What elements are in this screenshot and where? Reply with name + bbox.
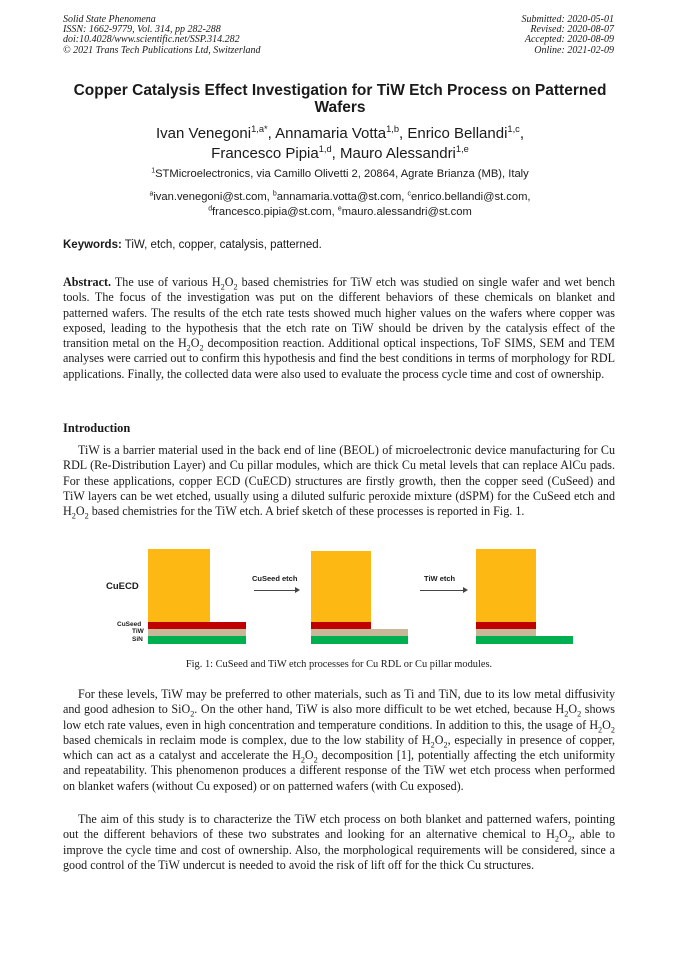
figure-caption: Fig. 1: CuSeed and TiW etch processes for Cu RDL or Cu pillar modules. — [185, 659, 493, 670]
figure-1 — [100, 546, 580, 646]
author-sup: 1,b — [386, 124, 399, 134]
abstract-text: The use of various — [114, 275, 212, 289]
abstract-text: decomposition reaction. Additional optical inspections, ToF SIMS, SEM and TEM analyses were carried out to confirm this hypothesis and find the best conditions in terms of morphology for RDL applications. Finally, the collected data were also used to evaluate the process cycle time and cost of ownership. — [63, 336, 615, 381]
intro-text: The aim of this study is to characterize the TiW etch process on both blanket and patterned wafers, pointing out the different behaviors of these two substrates and looking for an alternative chemical to — [63, 812, 615, 842]
label-cuecd: CuECD — [106, 581, 139, 592]
sin-layer-3 — [476, 636, 573, 644]
author-list: Ivan Venegoni$^{1,a*}$, Annamaria Votta$^{1,b}$, Enrico Bellandi$^{1,c}$, Francesco Pipia$^{1,d}$, Mauro Alessandri$^{1,e}$ — [156, 124, 524, 162]
keywords-text: TiW, etch, copper, catalysis, patterned. — [124, 239, 322, 251]
label-sin: SiN — [132, 636, 143, 643]
tiw-layer-1 — [148, 629, 246, 636]
step-cuseed-etch: CuSeed etch — [252, 574, 298, 583]
tiw-layer-2 — [311, 629, 408, 636]
label-tiw: TiW — [132, 628, 144, 635]
journal-header — [63, 15, 261, 56]
intro-text: decomposition [1], potentially affecting the etch uniformity and repeatability. This phenomenon produces a different response of the TiW wet etch process when performed on blanket wafers (without Cu exposed) or on patterned wafers (with Cu exposed). — [63, 748, 615, 793]
arrow-right-icon — [463, 587, 468, 593]
cuecd-block-2 — [311, 551, 371, 622]
author-sup: 1,d — [318, 144, 332, 154]
abstract-text: based chemistries for TiW etch was studied on single wafer and wet bench tools. The focus of the investigation was put on the different behaviors of these chemicals on blanket and patterned wafers. The results of the etch rate tests showed much higher values on the wafers where copper was exposed, leading to the hypothesis that the etch rate on TiW should be driven by the catalysis effect of the transition metal on the — [63, 275, 615, 351]
intro-text: , able to improve the cycle time and cost of ownership. Also, the morphological requirements will be considered, since a good control of the TiW undercut is needed to avoid the risk of lift off for the thick Cu structures. — [63, 827, 615, 872]
email-link[interactable]: enrico.bellandi@st.com — [410, 191, 528, 203]
intro-text: based chemistries for the TiW etch. A brief sketch of these processes is reported in Fig. 1. — [88, 504, 525, 519]
arrow-right-icon — [295, 587, 300, 593]
date-revised: Revised: 2020-08-07 — [530, 24, 614, 36]
author-sup: 1,c — [507, 124, 520, 134]
email-link[interactable]: mauro.alessandri@st.com — [341, 206, 472, 218]
journal-name: Solid State Phenomena — [63, 14, 156, 25]
intro-paragraph-2: For these levels, TiW may be preferred to other materials, such as Ti and TiN, due to its low metal diffusivity and good adhesion to SiO$_2$. On the other hand, TiW is also more difficult to be wet etched, because $H_2O_2$ shows low etch rate values, even in high concentration and temperature conditions. In addition to this, the usage of $H_2O_2$ based chemicals in reclaim mode is complex, due to the low stability of $H_2O_2$, especially in presence of copper, which can act as a catalyst and accelerate the $H_2O_2$ decomposition [1], potentially affecting the etch uniformity and repeatability. This phenomenon produces a different response of the TiW wet etch process when performed on blanket wafers (without Cu exposed) or on patterned wafers (with Cu exposed). — [63, 687, 616, 793]
date-accepted: Accepted: 2020-08-09 — [524, 34, 614, 46]
step-tiw-etch: TiW etch — [424, 574, 456, 583]
author-sup: 1,a* — [251, 124, 268, 134]
author-name: Annamaria Votta — [275, 125, 387, 142]
journal-copyright: © 2021 Trans Tech Publications Ltd, Switzerland — [63, 44, 261, 56]
author-name: Mauro Alessandri — [340, 145, 456, 162]
cuecd-block-3 — [476, 549, 536, 622]
tiw-layer-3 — [476, 629, 536, 636]
keywords — [63, 238, 615, 252]
email-list: $^a$ivan.venegoni@st.com, $^b$annamaria.votta@st.com, $^c$enrico.bellandi@st.com, $^d$francesco.pipia@st.com, $^e$mauro.alessandri@st.com — [149, 190, 531, 218]
author-name: Francesco Pipia — [211, 145, 319, 162]
email-link[interactable]: francesco.pipia@st.com — [212, 206, 332, 218]
email-link[interactable]: annamaria.votta@st.com — [276, 191, 402, 203]
author-sup: 1,e — [455, 144, 469, 154]
intro-text: shows low etch rate values, even in high concentration and temperature conditions. In addition to this, the usage of — [63, 702, 616, 732]
intro-text: based chemicals in reclaim mode is complex, due to the low stability of — [63, 732, 422, 747]
intro-text: TiW is a barrier material used in the back end of line (BEOL) of microelectronic device manufacturing for Cu RDL (Re-Distribution Layer) and Cu pillar modules, which are thick Cu metal levels that can replace AlCu pads. For these applications, copper ECD (CuECD) structures are firstly growth, then the copper seed (CuSeed) and TiW layers can be wet etched, usually using a diluted sulfuric peroxide mixture (dSPM) for the CuSeed etch and — [63, 443, 615, 503]
author-name: Ivan Venegoni — [156, 125, 252, 142]
cuseed-layer-2 — [311, 622, 371, 629]
journal-issn: ISSN: 1662-9779, Vol. 314, pp 282-288 — [63, 24, 221, 36]
abstract: Abstract. The use of various $H_2O_2$ based chemistries for TiW etch was studied on single wafer and wet bench tools. The focus of the investigation was put on the different behaviors of these chemicals on blanket and patterned wafers. The results of the etch rate tests showed much higher values on the wafers where copper was exposed, leading to the hypothesis that the etch rate on TiW should be driven by the catalysis effect of the transition metal on the $H_2O_2$ decomposition reaction. Additional optical inspections, ToF SIMS, SEM and TEM analyses were carried out to confirm this hypothesis and find the best conditions in terms of morphology for RDL applications. Finally, the collected data were also used to evaluate the process cycle time and cost of ownership. — [63, 275, 615, 381]
paper-title: Copper Catalysis Effect Investigation for TiW Etch Process on Patterned Wafers — [73, 82, 607, 116]
cuecd-block-1 — [148, 549, 210, 622]
arrow-line-2 — [420, 590, 464, 591]
author-name: Enrico Bellandi — [407, 125, 508, 142]
affiliation-text: STMicroelectronics, via Camillo Olivetti 2, 20864, Agrate Brianza (MB), Italy — [155, 168, 529, 180]
dates-header — [522, 15, 615, 56]
abstract-label: Abstract. — [63, 275, 112, 289]
sin-layer-2 — [311, 636, 408, 644]
intro-text: , especially in presence of copper, which can act as a catalyst and accelerate the — [63, 732, 615, 763]
intro-text: . On the other hand, TiW is also more difficult to be wet etched, because — [194, 702, 556, 717]
section-heading-introduction: Introduction — [63, 421, 131, 435]
date-online: Online: 2021-02-09 — [534, 44, 614, 56]
arrow-line-1 — [254, 590, 296, 591]
intro-paragraph-3: The aim of this study is to characterize the TiW etch process on both blanket and patterned wafers, pointing out the different behaviors of these two substrates and looking for an alternative chemical to $H_2O_2$, able to improve the cycle time and cost of ownership. Also, the morphological requirements will be considered, since a good control of the TiW undercut is needed to avoid the risk of lift off for the thick Cu structures. — [63, 812, 615, 872]
date-submitted: Submitted: 2020-05-01 — [521, 14, 614, 25]
affiliation-sup: 1 — [151, 167, 156, 175]
cuseed-layer-3 — [476, 622, 536, 629]
journal-doi: doi:10.4028/www.scientific.net/SSP.314.282 — [63, 34, 240, 46]
intro-paragraph-1: TiW is a barrier material used in the back end of line (BEOL) of microelectronic device manufacturing for Cu RDL (Re-Distribution Layer) and Cu pillar modules, which are thick Cu metal levels that can replace AlCu pads. For these applications, copper ECD (CuECD) structures are firstly growth, then the copper seed (CuSeed) and TiW layers can be wet etched, usually using a diluted sulfuric peroxide mixture (dSPM) for the CuSeed etch and $H_2O_2$ based chemistries for the TiW etch. A brief sketch of these processes is reported in Fig. 1. — [63, 443, 615, 521]
sin-layer-1 — [148, 636, 246, 644]
email-link[interactable]: ivan.venegoni@st.com — [153, 191, 267, 203]
cuseed-layer-1 — [148, 622, 246, 629]
intro-text: For these levels, TiW may be preferred to other materials, such as Ti and TiN, due to its low metal diffusivity and good adhesion to SiO — [63, 687, 615, 717]
label-cuseed: CuSeed — [117, 621, 142, 628]
keywords-label: Keywords: — [63, 239, 122, 251]
affiliation — [60, 167, 620, 181]
